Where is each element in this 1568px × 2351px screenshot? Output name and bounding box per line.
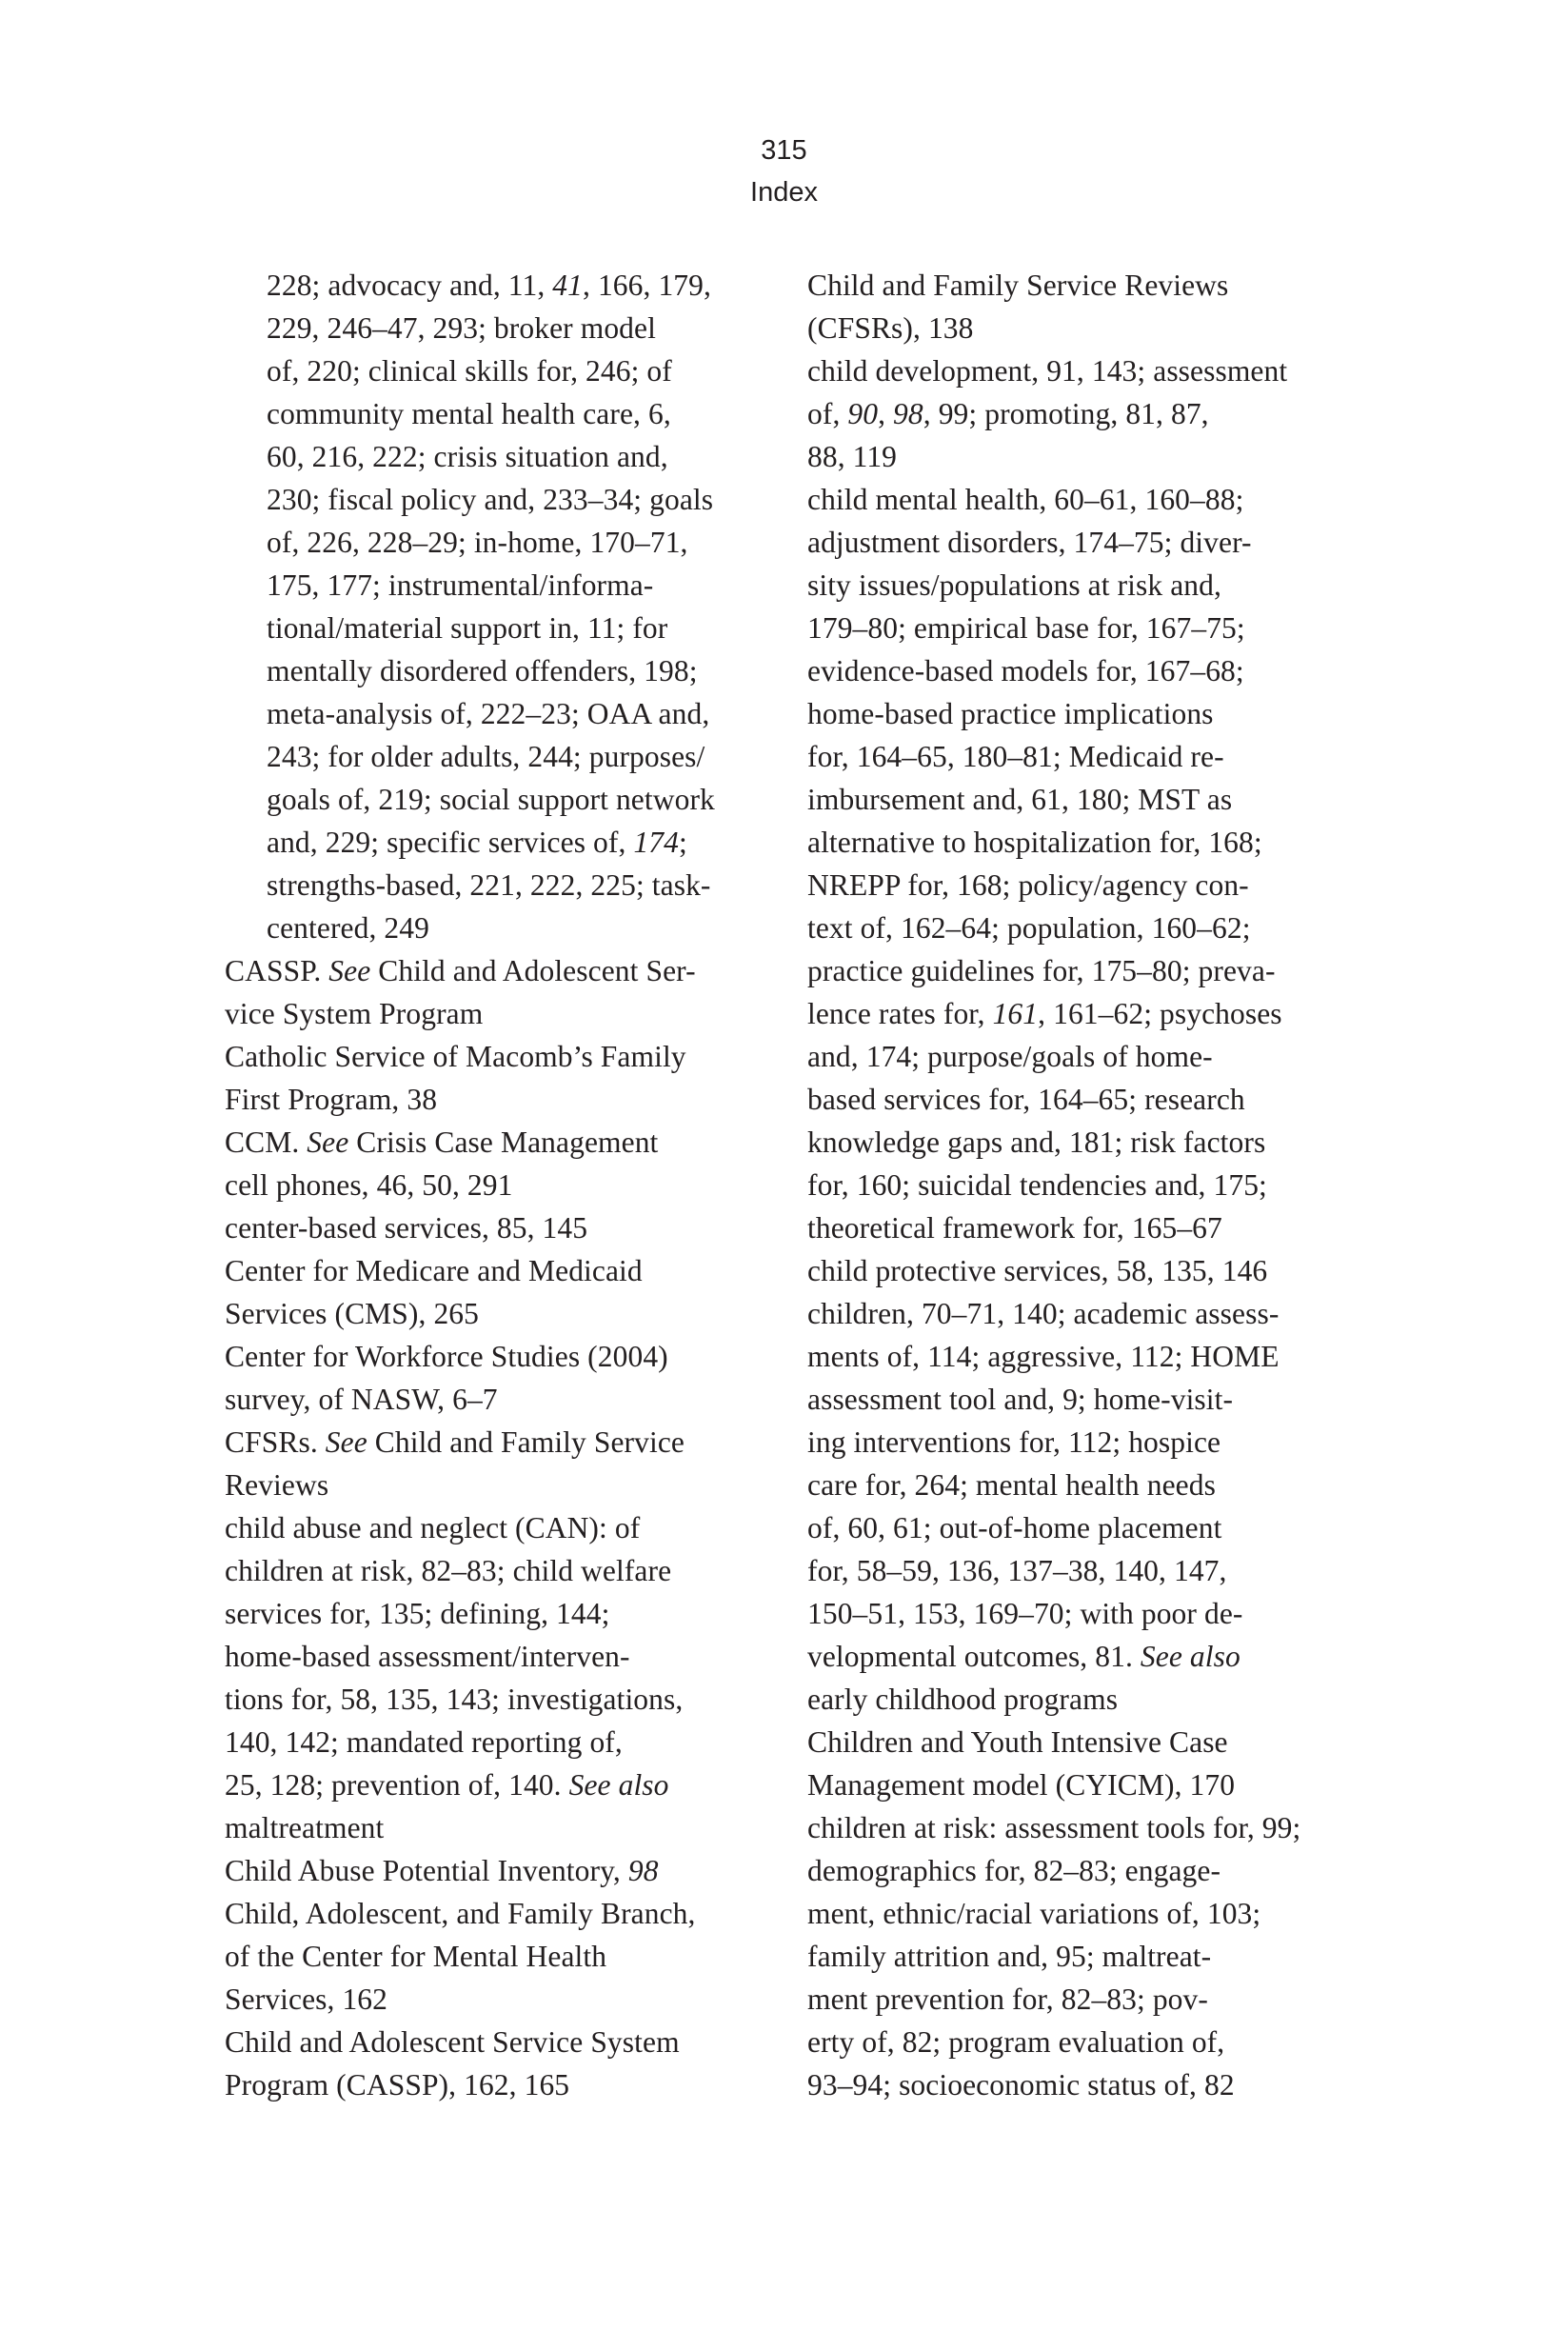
entry-wrapped-line: [267, 392, 777, 435]
entry-first-line: [267, 264, 777, 307]
entry-wrapped-line: [807, 392, 1360, 435]
entry-first-line: [225, 1421, 777, 1464]
text: for, 164–65, 180–81; Medicaid re-: [807, 740, 1224, 773]
text: of,: [807, 397, 848, 430]
text: home-based assessment/interven-: [225, 1640, 630, 1673]
text: Crisis Case Management: [348, 1126, 659, 1159]
text: ;: [679, 826, 687, 859]
running-head: Index: [750, 177, 818, 208]
entry-wrapped-line: [807, 1635, 1360, 1678]
text: of, 60, 61; out-of-home placement: [807, 1511, 1222, 1544]
index-entry: [225, 1249, 777, 1335]
entry-first-line: [225, 1849, 777, 1892]
index-entry: [225, 1506, 777, 1849]
text: home-based practice implications: [807, 697, 1214, 730]
text: of, 226, 228–29; in-home, 170–71,: [267, 526, 688, 559]
italic-text: 174: [633, 826, 680, 859]
entry-wrapped-line: [225, 1763, 777, 1806]
text: of the Center for Mental Health: [225, 1940, 607, 1973]
entry-wrapped-line: [267, 307, 777, 349]
text: Child Abuse Potential Inventory,: [225, 1854, 628, 1887]
entry-wrapped-line: [807, 649, 1360, 692]
entry-wrapped-line: [807, 692, 1360, 735]
text: Services, 162: [225, 1982, 388, 2016]
entry-wrapped-line: [225, 1935, 777, 1978]
entry-wrapped-line: [225, 1721, 777, 1763]
index-entry-continued: [225, 264, 777, 949]
text: Center for Medicare and Medicaid: [225, 1254, 643, 1287]
text: 88, 119: [807, 440, 898, 473]
index-entry: [225, 1164, 777, 1206]
text: Reviews: [225, 1468, 329, 1502]
entry-wrapped-line: [807, 607, 1360, 649]
text: family attrition and, 95; maltreat-: [807, 1940, 1212, 1973]
text: 175, 177; instrumental/informa-: [267, 568, 654, 602]
text: , 99; promoting, 81, 87,: [923, 397, 1209, 430]
text: cell phones, 46, 50, 291: [225, 1168, 513, 1202]
entry-first-line: [807, 1249, 1360, 1292]
entry-wrapped-line: [807, 1892, 1360, 1935]
entry-wrapped-line: [807, 1678, 1360, 1721]
text: of, 220; clinical skills for, 246; of: [267, 354, 672, 388]
text: child protective services, 58, 135, 146: [807, 1254, 1268, 1287]
entry-wrapped-line: [267, 564, 777, 607]
text: theoretical framework for, 165–67: [807, 1211, 1222, 1245]
entry-wrapped-line: [225, 1292, 777, 1335]
text: center-based services, 85, 145: [225, 1211, 588, 1245]
text: lence rates for,: [807, 997, 993, 1030]
entry-wrapped-line: [807, 1506, 1360, 1549]
entry-wrapped-line: [225, 1464, 777, 1506]
entry-wrapped-line: [267, 349, 777, 392]
index-column-right: [807, 264, 1360, 2106]
entry-wrapped-line: [225, 1635, 777, 1678]
entry-first-line: [225, 1164, 777, 1206]
entry-wrapped-line: [267, 735, 777, 778]
text: Child and Adolescent Ser-: [370, 954, 696, 987]
text: knowledge gaps and, 181; risk factors: [807, 1126, 1266, 1159]
entry-wrapped-line: [807, 907, 1360, 949]
entry-wrapped-line: [267, 692, 777, 735]
entry-wrapped-line: [267, 521, 777, 564]
text: ment prevention for, 82–83; pov-: [807, 1982, 1208, 2016]
text: centered, 249: [267, 911, 429, 945]
text: tions for, 58, 135, 143; investigations,: [225, 1683, 684, 1716]
index-entry: [807, 1721, 1360, 1806]
text: ment, ethnic/racial variations of, 103;: [807, 1897, 1261, 1930]
index-entry: [225, 1892, 777, 2021]
page-header: [0, 130, 1568, 213]
text: based services for, 164–65; research: [807, 1083, 1245, 1116]
entry-wrapped-line: [225, 2063, 777, 2106]
entry-wrapped-line: [267, 821, 777, 864]
text: children at risk, 82–83; child welfare: [225, 1554, 672, 1587]
index-entry: [807, 1806, 1360, 2106]
text: meta-analysis of, 222–23; OAA and,: [267, 697, 710, 730]
entry-wrapped-line: [807, 1978, 1360, 2021]
text: services for, 135; defining, 144;: [225, 1597, 610, 1630]
entry-wrapped-line: [807, 1206, 1360, 1249]
text: community mental health care, 6,: [267, 397, 671, 430]
text: erty of, 82; program evaluation of,: [807, 2025, 1225, 2059]
entry-wrapped-line: [267, 607, 777, 649]
text: 230; fiscal policy and, 233–34; goals: [267, 483, 714, 516]
text: Child and Family Service: [367, 1425, 685, 1459]
entry-wrapped-line: [807, 2021, 1360, 2063]
text: 179–80; empirical base for, 167–75;: [807, 611, 1245, 645]
text: 229, 246–47, 293; broker model: [267, 311, 656, 345]
text: Children and Youth Intensive Case: [807, 1725, 1228, 1759]
text: 140, 142; mandated reporting of,: [225, 1725, 623, 1759]
entry-first-line: [225, 1121, 777, 1164]
index-entry: [225, 1121, 777, 1164]
index-entry: [225, 949, 777, 1035]
italic-text: See: [328, 954, 371, 987]
index-entry: [225, 1421, 777, 1506]
entry-first-line: [807, 264, 1360, 307]
text: 93–94; socioeconomic status of, 82: [807, 2068, 1235, 2102]
entry-wrapped-line: [807, 992, 1360, 1035]
text: Center for Workforce Studies (2004): [225, 1340, 668, 1373]
text: ing interventions for, 112; hospice: [807, 1425, 1221, 1459]
entry-wrapped-line: [807, 1164, 1360, 1206]
text: sity issues/populations at risk and,: [807, 568, 1221, 602]
entry-wrapped-line: [267, 478, 777, 521]
italic-text: 41: [552, 269, 583, 302]
text: CFSRs.: [225, 1425, 326, 1459]
text: adjustment disorders, 174–75; diver-: [807, 526, 1252, 559]
entry-wrapped-line: [807, 1335, 1360, 1378]
text: mentally disordered offenders, 198;: [267, 654, 698, 687]
text: child development, 91, 143; assessment: [807, 354, 1288, 388]
index-entry: [225, 2021, 777, 2106]
entry-first-line: [225, 1249, 777, 1292]
entry-wrapped-line: [807, 1421, 1360, 1464]
text: care for, 264; mental health needs: [807, 1468, 1216, 1502]
entry-first-line: [807, 1806, 1360, 1849]
entry-wrapped-line: [267, 778, 777, 821]
index-entry: [225, 1035, 777, 1121]
italic-text: 161: [992, 997, 1039, 1030]
entry-wrapped-line: [807, 1464, 1360, 1506]
entry-wrapped-line: [807, 1078, 1360, 1121]
text: children, 70–71, 140; academic assess-: [807, 1297, 1280, 1330]
entry-wrapped-line: [807, 1592, 1360, 1635]
text: Management model (CYICM), 170: [807, 1768, 1236, 1802]
text: tional/material support in, 11; for: [267, 611, 668, 645]
text: early childhood programs: [807, 1683, 1119, 1716]
entry-first-line: [807, 1721, 1360, 1763]
italic-text: See: [325, 1425, 367, 1459]
entry-first-line: [225, 1892, 777, 1935]
entry-wrapped-line: [807, 778, 1360, 821]
italic-text: 98: [893, 397, 923, 430]
text: Child, Adolescent, and Family Branch,: [225, 1897, 696, 1930]
text: CCM.: [225, 1126, 308, 1159]
text: child abuse and neglect (CAN): of: [225, 1511, 641, 1544]
text: and, 229; specific services of,: [267, 826, 634, 859]
italic-text: See: [307, 1126, 349, 1159]
entry-first-line: [225, 1506, 777, 1549]
italic-text: See also: [1140, 1640, 1241, 1673]
text: text of, 162–64; population, 160–62;: [807, 911, 1251, 945]
entry-first-line: [225, 1035, 777, 1078]
text: CASSP.: [225, 954, 329, 987]
text: demographics for, 82–83; engage-: [807, 1854, 1221, 1887]
text: assessment tool and, 9; home-visit-: [807, 1383, 1234, 1416]
entry-wrapped-line: [225, 1549, 777, 1592]
text: ,: [878, 397, 894, 430]
entry-wrapped-line: [807, 821, 1360, 864]
entry-wrapped-line: [807, 1935, 1360, 1978]
index-entry: [225, 1335, 777, 1421]
entry-first-line: [225, 2021, 777, 2063]
entry-wrapped-line: [267, 907, 777, 949]
italic-text: 98: [627, 1854, 659, 1887]
italic-text: See also: [568, 1768, 669, 1802]
text: 243; for older adults, 244; purposes/: [267, 740, 705, 773]
entry-wrapped-line: [225, 1678, 777, 1721]
entry-wrapped-line: [267, 435, 777, 478]
entry-first-line: [225, 1335, 777, 1378]
entry-wrapped-line: [807, 1549, 1360, 1592]
entry-wrapped-line: [225, 1978, 777, 2021]
text: vice System Program: [225, 997, 484, 1030]
entry-wrapped-line: [807, 1849, 1360, 1892]
entry-first-line: [807, 1292, 1360, 1335]
entry-wrapped-line: [807, 735, 1360, 778]
text: 228; advocacy and, 11,: [267, 269, 553, 302]
entry-wrapped-line: [807, 864, 1360, 907]
text: child mental health, 60–61, 160–88;: [807, 483, 1244, 516]
text: and, 174; purpose/goals of home-: [807, 1040, 1213, 1073]
page-number: 315: [761, 135, 807, 166]
entry-wrapped-line: [225, 1378, 777, 1421]
entry-wrapped-line: [807, 949, 1360, 992]
text: for, 58–59, 136, 137–38, 140, 147,: [807, 1554, 1227, 1587]
text: evidence-based models for, 167–68;: [807, 654, 1244, 687]
entry-first-line: [807, 349, 1360, 392]
text: maltreatment: [225, 1811, 385, 1844]
text: (CFSRs), 138: [807, 311, 974, 345]
entry-wrapped-line: [267, 864, 777, 907]
entry-wrapped-line: [807, 564, 1360, 607]
entry-wrapped-line: [225, 1806, 777, 1849]
text: NREPP for, 168; policy/agency con-: [807, 868, 1249, 902]
text: 60, 216, 222; crisis situation and,: [267, 440, 668, 473]
entry-wrapped-line: [225, 1078, 777, 1121]
entry-wrapped-line: [807, 435, 1360, 478]
entry-wrapped-line: [807, 1121, 1360, 1164]
entry-first-line: [807, 478, 1360, 521]
entry-wrapped-line: [267, 649, 777, 692]
entry-wrapped-line: [807, 1763, 1360, 1806]
entry-first-line: [225, 949, 777, 992]
entry-wrapped-line: [807, 521, 1360, 564]
index-column-left: [225, 264, 777, 2106]
index-entry: [807, 1249, 1360, 1292]
text: for, 160; suicidal tendencies and, 175;: [807, 1168, 1267, 1202]
text: Child and Family Service Reviews: [807, 269, 1229, 302]
entry-wrapped-line: [807, 1035, 1360, 1078]
entry-wrapped-line: [807, 1378, 1360, 1421]
text: , 161–62; psychoses: [1038, 997, 1282, 1030]
text: 150–51, 153, 169–70; with poor de-: [807, 1597, 1243, 1630]
index-entry: [225, 1849, 777, 1892]
text: goals of, 219; social support network: [267, 783, 715, 816]
entry-first-line: [225, 1206, 777, 1249]
index-entry: [807, 478, 1360, 1249]
entry-wrapped-line: [807, 307, 1360, 349]
index-entry: [225, 1206, 777, 1249]
text: , 166, 179,: [583, 269, 711, 302]
entry-wrapped-line: [225, 1592, 777, 1635]
entry-wrapped-line: [807, 2063, 1360, 2106]
text: First Program, 38: [225, 1083, 438, 1116]
text: Program (CASSP), 162, 165: [225, 2068, 570, 2102]
entry-wrapped-line: [225, 992, 777, 1035]
text: strengths-based, 221, 222, 225; task-: [267, 868, 711, 902]
italic-text: 90: [847, 397, 879, 430]
text: Catholic Service of Macomb’s Family: [225, 1040, 686, 1073]
text: 25, 128; prevention of, 140.: [225, 1768, 569, 1802]
text: Services (CMS), 265: [225, 1297, 480, 1330]
text: ments of, 114; aggressive, 112; HOME: [807, 1340, 1280, 1373]
index-entry: [807, 264, 1360, 349]
text: Child and Adolescent Service System: [225, 2025, 680, 2059]
text: velopmental outcomes, 81.: [807, 1640, 1141, 1673]
index-entry: [807, 1292, 1360, 1721]
text: survey, of NASW, 6–7: [225, 1383, 498, 1416]
index-entry: [807, 349, 1360, 478]
text: imbursement and, 61, 180; MST as: [807, 783, 1233, 816]
text: alternative to hospitalization for, 168;: [807, 826, 1262, 859]
text: children at risk: assessment tools for, 99;: [807, 1811, 1301, 1844]
text: practice guidelines for, 175–80; preva-: [807, 954, 1276, 987]
